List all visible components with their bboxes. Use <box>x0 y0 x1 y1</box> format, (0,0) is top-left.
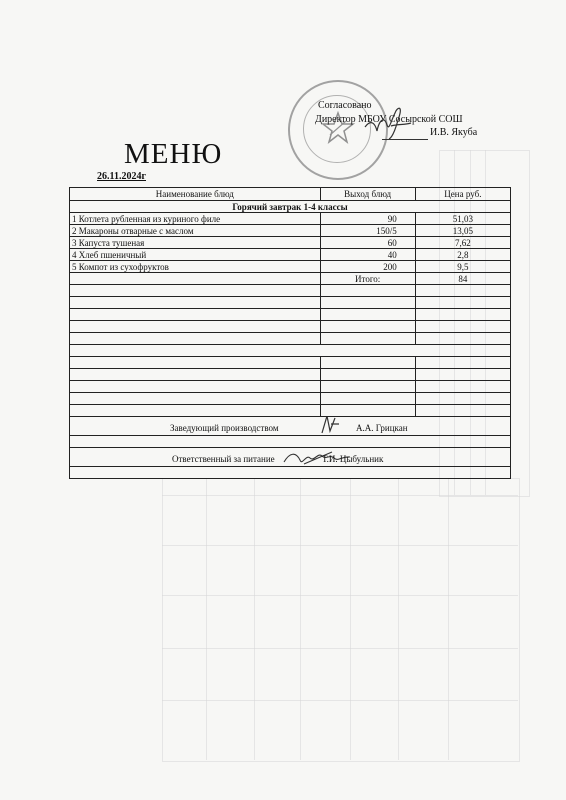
dish-price: 2,8 <box>415 249 510 261</box>
nutrition-signature-row <box>70 448 511 467</box>
total-value: 84 <box>415 273 510 285</box>
table-row <box>70 237 511 249</box>
table-row <box>70 261 511 273</box>
empty-row <box>70 357 511 369</box>
table-row <box>70 213 511 225</box>
director-title: Директор МБОУ Сосырской СОШ <box>315 114 463 125</box>
menu-date: 26.11.2024г <box>97 171 146 182</box>
page-title: МЕНЮ <box>124 138 223 170</box>
dish-price: 7,62 <box>415 237 510 249</box>
header-portion: Выход блюд <box>320 188 415 201</box>
total-label: Итого: <box>320 273 415 285</box>
production-head-name: А.А. Грицкан <box>356 423 408 433</box>
empty-row <box>70 381 511 393</box>
production-head-signature <box>319 417 341 436</box>
empty-row <box>70 309 511 321</box>
empty-row <box>70 393 511 405</box>
approval-heading: Согласовано <box>318 100 372 111</box>
dish-price: 9,5 <box>415 261 510 273</box>
empty-row <box>70 333 511 345</box>
dish-name: 2 Макароны отварные с маслом <box>70 225 321 237</box>
empty-cell <box>70 273 321 285</box>
empty-row <box>70 297 511 309</box>
dish-name: 1 Котлета рубленная из куриного филе <box>70 213 321 225</box>
dish-portion: 40 <box>320 249 415 261</box>
empty-row <box>70 345 511 357</box>
total-row <box>70 273 511 285</box>
dish-portion: 60 <box>320 237 415 249</box>
section-title: Горячий завтрак 1-4 классы <box>70 201 511 213</box>
dish-price: 13,05 <box>415 225 510 237</box>
nutrition-name: Т.И. Цыбульник <box>322 454 384 464</box>
director-signature <box>361 101 415 143</box>
dish-portion: 90 <box>320 213 415 225</box>
dish-name: 4 Хлеб пшеничный <box>70 249 321 261</box>
production-head-title: Заведующий производством <box>170 423 279 433</box>
director-name: И.В. Якуба <box>430 127 478 138</box>
empty-row <box>70 321 511 333</box>
empty-row <box>70 285 511 297</box>
table-row <box>70 249 511 261</box>
section-row <box>70 201 511 213</box>
header-dish-name: Наименование блюд <box>70 188 321 201</box>
menu-table <box>69 187 511 479</box>
dish-name: 5 Компот из сухофруктов <box>70 261 321 273</box>
empty-row <box>70 369 511 381</box>
header-price: Цена руб. <box>415 188 510 201</box>
table-row <box>70 225 511 237</box>
dish-name: 3 Капуста тушеная <box>70 237 321 249</box>
table-header-row <box>70 188 511 201</box>
dish-price: 51,03 <box>415 213 510 225</box>
empty-row <box>70 436 511 448</box>
production-head-signature-row <box>70 417 511 436</box>
dish-portion: 150/5 <box>320 225 415 237</box>
empty-row <box>70 405 511 417</box>
nutrition-title: Ответственный за питание <box>172 454 275 464</box>
empty-row <box>70 467 511 479</box>
dish-portion: 200 <box>320 261 415 273</box>
